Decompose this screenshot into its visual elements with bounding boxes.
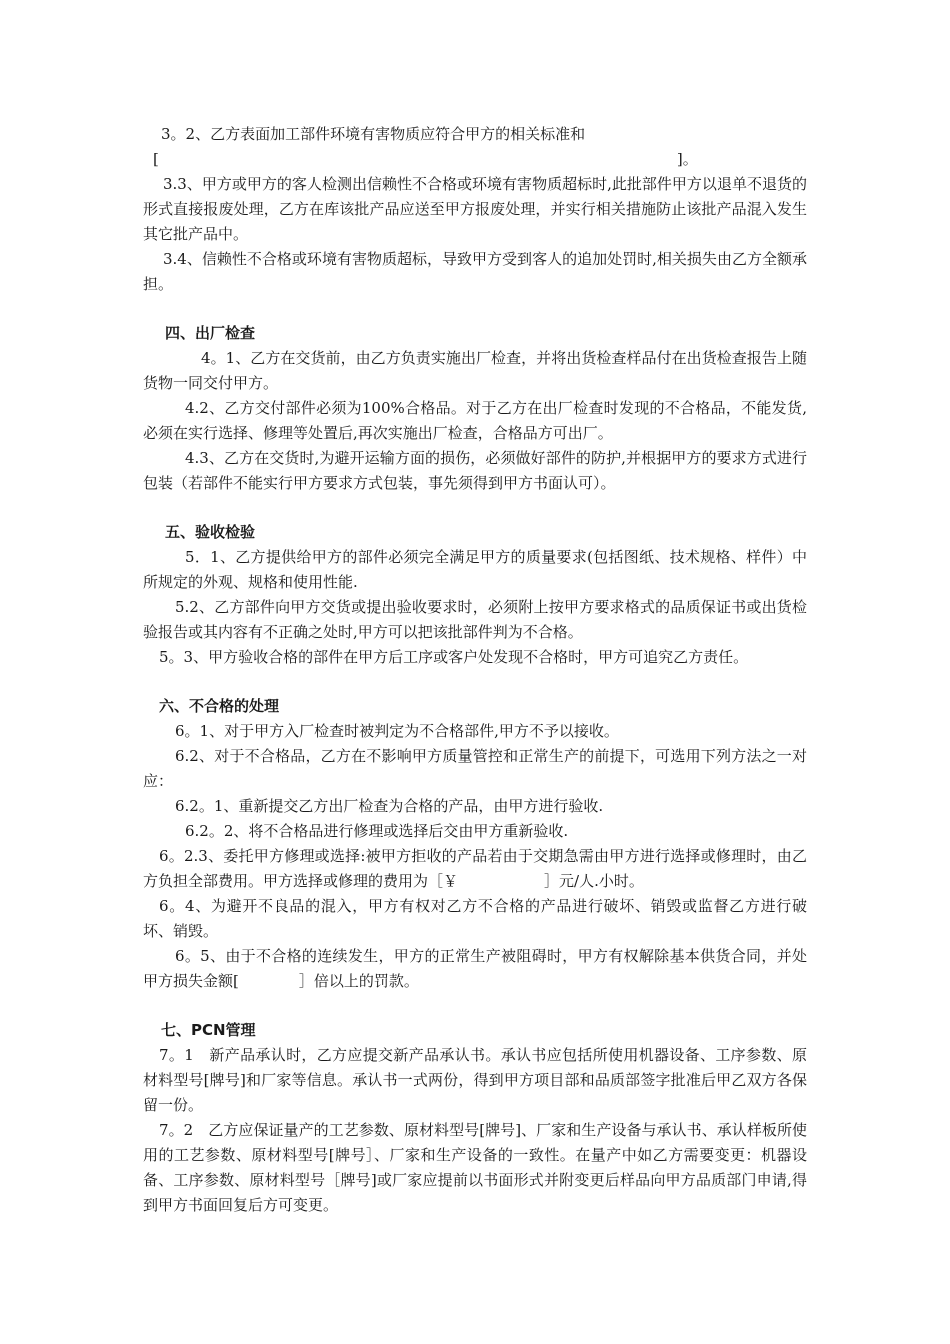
section-title-5: 五、验收检验: [165, 523, 256, 541]
section-title-6: 六、不合格的处理: [159, 697, 280, 715]
clause-3-3: 3.3、甲方或甲方的客人检测出信赖性不合格或环境有害物质超标时,此批部件甲方以退单不退货的形式直接报废处理，乙方在库该批产品应送至甲方报废处理，并实行相关措施防止该批产品混入发生其它批产品中。: [143, 175, 807, 243]
clause-5-1: 5．1、乙方提供给甲方的部件必须完全满足甲方的质量要求(包括图纸、技术规格、样件）中所规定的外观、规格和使用性能.: [143, 548, 807, 591]
clause-4-2: 4.2、乙方交付部件必须为100%合格品。对于乙方在出厂检查时发现的不合格品，不能发货,必须在实行选择、修理等处置后,再次实施出厂检查，合格品方可出厂。: [143, 399, 807, 442]
clause-6-2: 6.2、对于不合格品，乙方在不影响甲方质量管控和正常生产的前提下，可选用下列方法之一对应：: [143, 747, 807, 790]
clause-3-4: 3.4、信赖性不合格或环境有害物质超标，导致甲方受到客人的追加处罚时,相关损失由乙方全额承担。: [143, 250, 807, 293]
clause-6-2-3: [143, 844, 807, 894]
section-title-7: 七、PCN管理: [161, 1021, 256, 1039]
clause-6-5-tail: ］倍以上的罚款。: [298, 972, 419, 990]
bracket-open: [: [153, 150, 159, 168]
clause-5-2: 5.2、乙方部件向甲方交货或提出验收要求时，必须附上按甲方要求格式的品质保证书或出货检验报告或其内容有不正确之处时,甲方可以把该批部件判为不合格。: [143, 598, 807, 641]
clause-6-5: [143, 944, 807, 994]
clause-3-2: 3。2、乙方表面加工部件环境有害物质应符合甲方的相关标准和: [161, 125, 586, 143]
clause-3-2-bracket: [143, 147, 807, 172]
clause-7-1: 7。1 新产品承认时，乙方应提交新产品承认书。承认书应包括所使用机器设备、工序参数、原材料型号[牌号]和厂家等信息。承认书一式两份，得到甲方项目部和品质部签字批准后甲乙双方各保留一份。: [143, 1046, 807, 1114]
clause-4-1: 4。1、乙方在交货前，由乙方负责实施出厂检查，并将出货检查样品付在出货检查报告上随货物一同交付甲方。: [143, 349, 807, 392]
clause-6-2-2: 6.2。2、将不合格品进行修理或选择后交由甲方重新验收.: [185, 822, 569, 840]
clause-7-2: 7。2 乙方应保证量产的工艺参数、原材料型号[牌号]、厂家和生产设备与承认书、承认样板所使用的工艺参数、原材料型号[牌号］、厂家和生产设备的一致性。在量产中如乙方需要变更：机器设备、工序参数、原材料型号［牌号]或厂家应提前以书面形式并附变更后样品向甲方品质部门申请,得到甲方书面回复后方可变更。: [143, 1121, 807, 1214]
clause-6-2-3-text: 6。2.3、委托甲方修理或选择:被甲方拒收的产品若由于交期急需由甲方进行选择或修理时，由乙方负担全部费用。甲方选择或修理的费用为［￥: [143, 847, 807, 890]
section-title-4: 四、出厂检查: [165, 324, 256, 342]
bracket-close: ]。: [676, 150, 698, 168]
clause-4-3: 4.3、乙方在交货时,为避开运输方面的损伤，必须做好部件的防护,并根据甲方的要求方式进行包装（若部件不能实行甲方要求方式包装，事先须得到甲方书面认可）。: [143, 449, 807, 492]
document-body: [143, 122, 807, 1218]
clause-6-5-text: 6。5、由于不合格的连续发生，甲方的正常生产被阻碍时，甲方有权解除基本供货合同，并处甲方损失金额[: [143, 947, 807, 990]
clause-5-3: 5。3、甲方验收合格的部件在甲方后工序或客户处发现不合格时，甲方可追究乙方责任。: [159, 648, 749, 666]
clause-6-4: 6。4、为避开不良品的混入，甲方有权对乙方不合格的产品进行破坏、销毁或监督乙方进行破坏、销毁。: [143, 897, 807, 940]
clause-6-2-3-unit: ］元/人.小时。: [544, 872, 644, 890]
clause-6-2-1: 6.2。1、重新提交乙方出厂检查为合格的产品，由甲方进行验收.: [175, 797, 604, 815]
clause-6-1: 6。1、对于甲方入厂检查时被判定为不合格部件,甲方不予以接收。: [175, 722, 619, 740]
